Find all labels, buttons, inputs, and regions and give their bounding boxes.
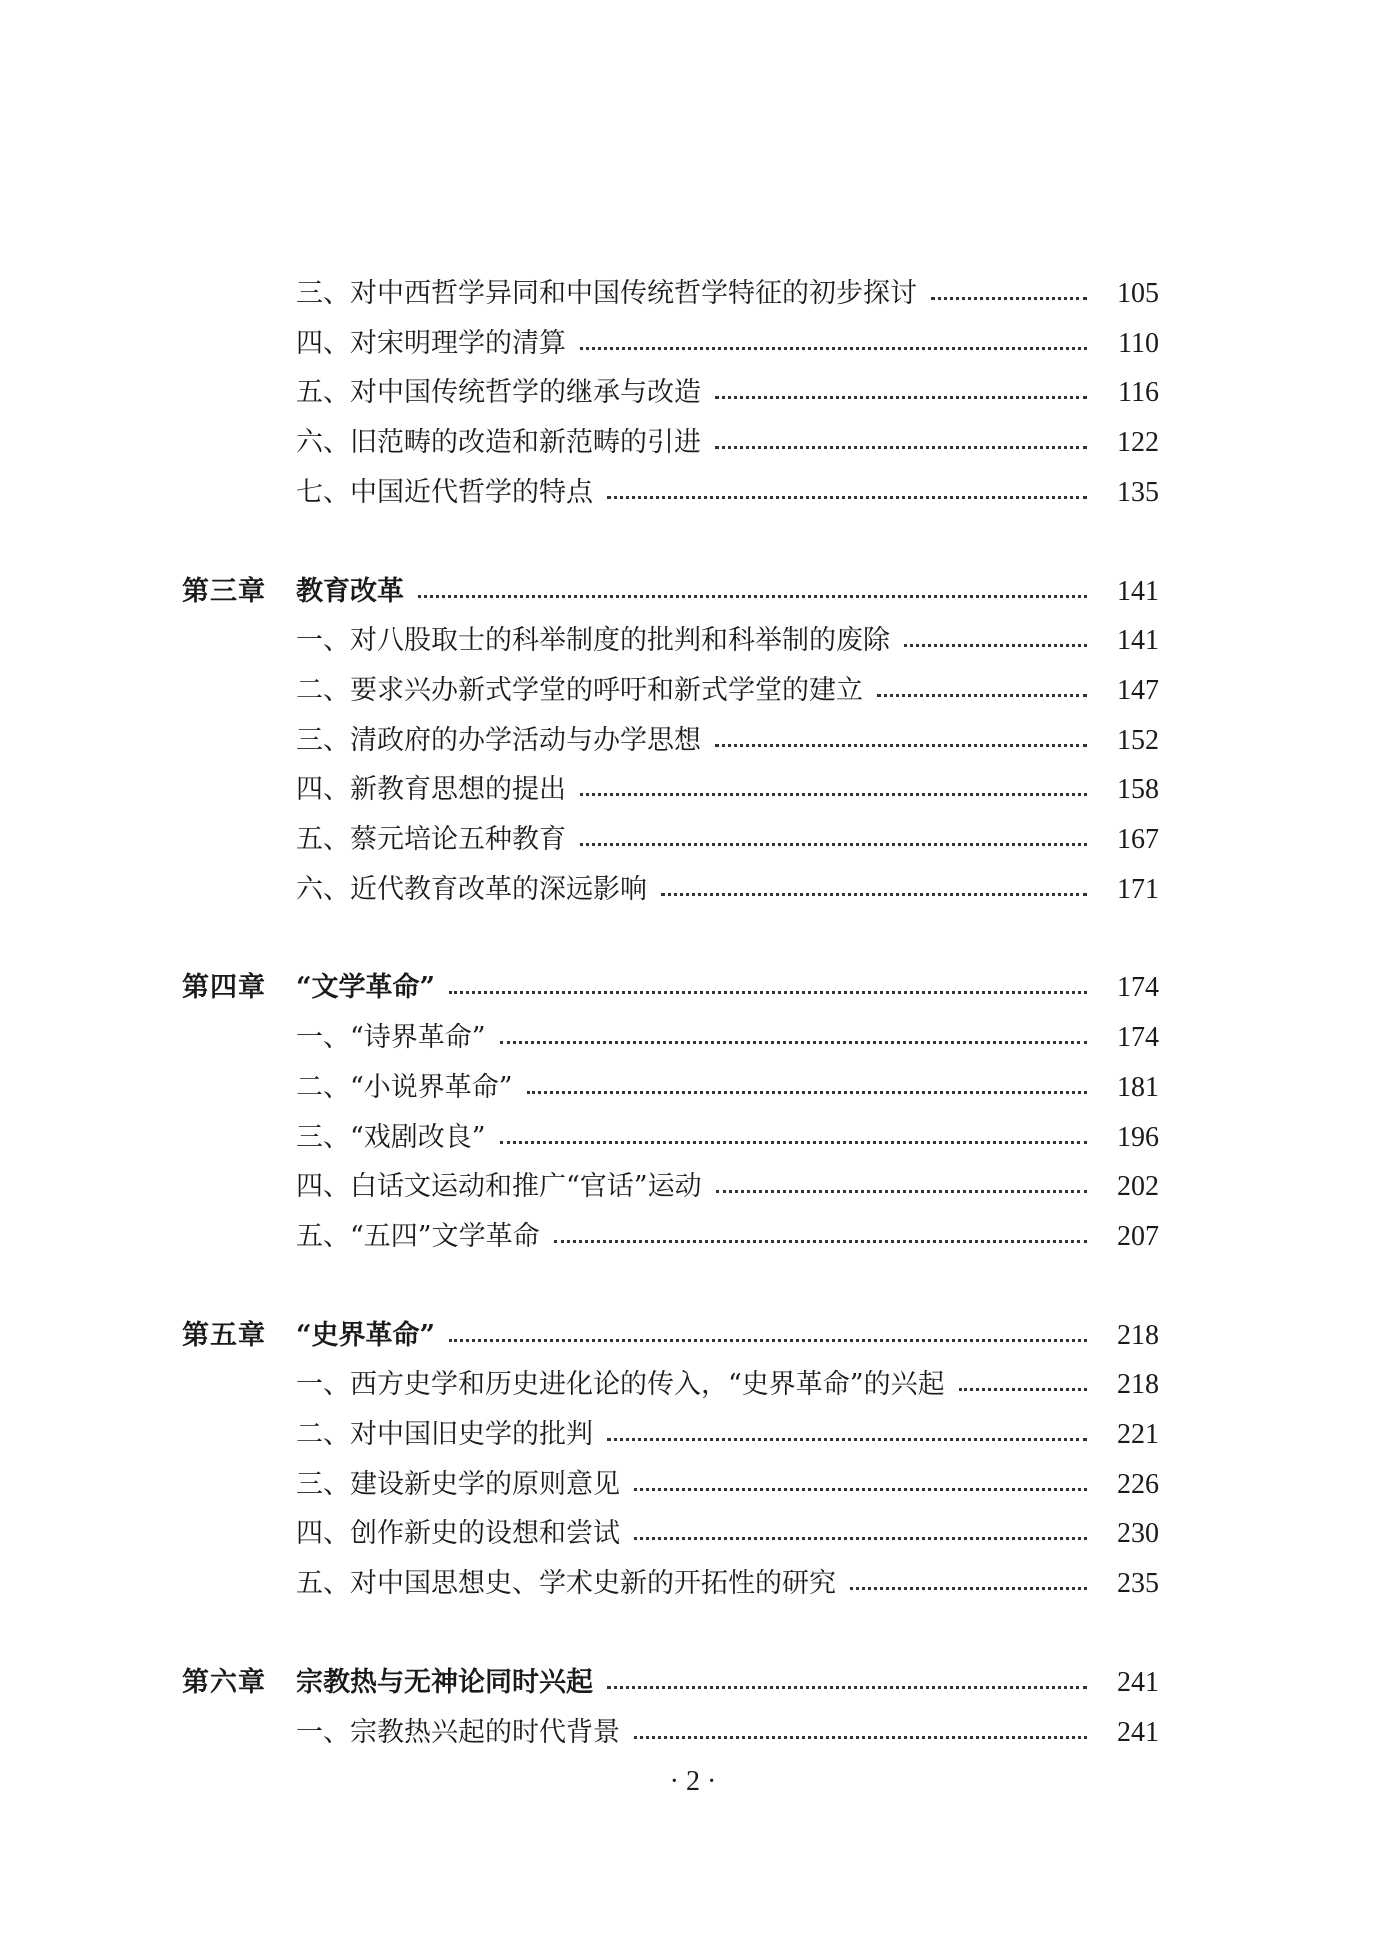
toc-entry [296, 1116, 1159, 1160]
toc-entry [296, 1562, 1159, 1606]
dot-leader [580, 843, 1087, 846]
section-title: 二、“小说界革命” [296, 1072, 513, 1103]
page-number: 202 [1117, 1171, 1159, 1202]
section-title: 六、近代教育改革的深远影响 [296, 874, 647, 905]
toc-section-row[interactable] [0, 868, 1386, 912]
toc-chapter-row[interactable] [0, 1661, 1386, 1705]
section-title: 五、“五四”文学革命 [296, 1221, 540, 1252]
section-title: 一、宗教热兴起的时代背景 [296, 1717, 620, 1748]
page-number: 152 [1117, 725, 1159, 756]
section-title: 三、“戏剧改良” [296, 1122, 486, 1153]
page-number: 221 [1117, 1419, 1159, 1450]
section-title: 二、对中国旧史学的批判 [296, 1419, 593, 1450]
chapter-number: 第三章 [182, 576, 266, 607]
toc-section-row[interactable] [0, 619, 1386, 663]
dot-leader [634, 1537, 1087, 1540]
chapter-number: 第四章 [182, 972, 266, 1003]
toc-section-row[interactable] [0, 669, 1386, 713]
toc-entry [296, 669, 1159, 713]
page-number: 105 [1117, 278, 1159, 309]
dot-leader [607, 1686, 1087, 1689]
dot-leader [715, 744, 1087, 747]
chapter-title: “史界革命” [296, 1320, 436, 1351]
chapter-number: 第六章 [182, 1667, 266, 1698]
page-number: 171 [1117, 874, 1159, 905]
toc-entry [296, 619, 1159, 663]
section-title: 五、对中国思想史、学术史新的开拓性的研究 [296, 1568, 836, 1599]
dot-leader [715, 396, 1087, 399]
dot-leader [904, 644, 1087, 647]
toc-section-row[interactable] [0, 371, 1386, 415]
page-number: 218 [1117, 1320, 1159, 1351]
section-title: 一、对八股取士的科举制度的批判和科举制的废除 [296, 625, 890, 656]
dot-leader [449, 1339, 1087, 1342]
toc-entry [296, 1512, 1159, 1556]
section-title: 一、西方史学和历史进化论的传入，“史界革命”的兴起 [296, 1369, 945, 1400]
page-number: 226 [1117, 1469, 1159, 1500]
toc-entry [296, 1165, 1159, 1209]
page-number: 218 [1117, 1369, 1159, 1400]
toc-entry [296, 1215, 1159, 1259]
dot-leader [554, 1240, 1087, 1243]
page-number: 181 [1117, 1072, 1159, 1103]
dot-leader [580, 793, 1087, 796]
page-number: 196 [1117, 1122, 1159, 1153]
page-number: 174 [1117, 972, 1159, 1003]
toc-section-row[interactable] [0, 768, 1386, 812]
toc-section-row[interactable] [0, 1066, 1386, 1110]
page-number: 207 [1117, 1221, 1159, 1252]
toc-entry [296, 868, 1159, 912]
section-title: 五、蔡元培论五种教育 [296, 824, 566, 855]
toc-section-row[interactable] [0, 1562, 1386, 1606]
toc-chapter-row[interactable] [0, 966, 1386, 1010]
toc-entry [296, 322, 1159, 366]
toc-section-row[interactable] [0, 1512, 1386, 1556]
toc-entry [296, 421, 1159, 465]
dot-leader [449, 991, 1087, 994]
toc-chapter-row[interactable] [0, 570, 1386, 614]
section-title: 四、新教育思想的提出 [296, 774, 566, 805]
toc-section-row[interactable] [0, 1363, 1386, 1407]
toc-entry [296, 768, 1159, 812]
chapter-title: 宗教热与无神论同时兴起 [296, 1667, 593, 1698]
dot-leader [607, 1438, 1087, 1441]
section-title: 六、旧范畴的改造和新范畴的引进 [296, 427, 701, 458]
section-title: 三、清政府的办学活动与办学思想 [296, 725, 701, 756]
section-title: 四、白话文运动和推广“官话”运动 [296, 1171, 702, 1202]
toc-section-row[interactable] [0, 421, 1386, 465]
toc-section-row[interactable] [0, 1116, 1386, 1160]
page-number: 230 [1117, 1518, 1159, 1549]
page-number: 241 [1117, 1667, 1159, 1698]
page-number: 167 [1117, 824, 1159, 855]
toc-section-row[interactable] [0, 322, 1386, 366]
dot-leader [634, 1488, 1087, 1491]
section-title: 七、中国近代哲学的特点 [296, 477, 593, 508]
section-title: 四、创作新史的设想和尝试 [296, 1518, 620, 1549]
toc-section-row[interactable] [0, 1711, 1386, 1755]
chapter-title: 教育改革 [296, 576, 404, 607]
dot-leader [716, 1190, 1087, 1193]
dot-leader [418, 595, 1087, 598]
page-number: 174 [1117, 1022, 1159, 1053]
toc-entry [296, 272, 1159, 316]
page-number: 235 [1117, 1568, 1159, 1599]
toc-entry [296, 1363, 1159, 1407]
page-number: 116 [1118, 377, 1159, 408]
dot-leader [931, 297, 1087, 300]
toc-entry [296, 570, 1159, 614]
section-title: 一、“诗界革命” [296, 1022, 486, 1053]
toc-entry [296, 719, 1159, 763]
toc-section-row[interactable] [0, 1215, 1386, 1259]
toc-entry [296, 371, 1159, 415]
dot-leader [500, 1041, 1087, 1044]
toc-section-row[interactable] [0, 272, 1386, 316]
dot-leader [850, 1587, 1087, 1590]
page-number: 241 [1117, 1717, 1159, 1748]
section-title: 四、对宋明理学的清算 [296, 328, 566, 359]
toc-entry [296, 966, 1159, 1010]
section-title: 二、要求兴办新式学堂的呼吁和新式学堂的建立 [296, 675, 863, 706]
dot-leader [500, 1141, 1087, 1144]
page-number: 141 [1117, 576, 1159, 607]
toc-entry [296, 1463, 1159, 1507]
toc-entry [296, 818, 1159, 862]
dot-leader [959, 1388, 1087, 1391]
toc-entry [296, 1314, 1159, 1358]
toc-section-row[interactable] [0, 719, 1386, 763]
dot-leader [634, 1736, 1087, 1739]
dot-leader [715, 446, 1087, 449]
toc-entry [296, 1016, 1159, 1060]
chapter-number: 第五章 [182, 1320, 266, 1351]
toc-section-row[interactable] [0, 1413, 1386, 1457]
page-number: 135 [1117, 477, 1159, 508]
toc-section-row[interactable] [0, 1016, 1386, 1060]
toc-section-row[interactable] [0, 1463, 1386, 1507]
page-number: 158 [1117, 774, 1159, 805]
toc-entry [296, 1413, 1159, 1457]
section-title: 三、对中西哲学异同和中国传统哲学特征的初步探讨 [296, 278, 917, 309]
page-number: 147 [1117, 675, 1159, 706]
toc-entry [296, 1066, 1159, 1110]
toc-section-row[interactable] [0, 1165, 1386, 1209]
dot-leader [580, 347, 1087, 350]
toc-chapter-row[interactable] [0, 1314, 1386, 1358]
page-number: 122 [1117, 427, 1159, 458]
toc-section-row[interactable] [0, 471, 1386, 515]
page-number: 141 [1117, 625, 1159, 656]
page-folio: · 2 · [669, 1766, 717, 1797]
section-title: 三、建设新史学的原则意见 [296, 1469, 620, 1500]
toc-section-row[interactable] [0, 818, 1386, 862]
page-number: 110 [1118, 328, 1159, 359]
toc-entry [296, 471, 1159, 515]
section-title: 五、对中国传统哲学的继承与改造 [296, 377, 701, 408]
dot-leader [877, 694, 1087, 697]
dot-leader [527, 1091, 1087, 1094]
chapter-title: “文学革命” [296, 972, 436, 1003]
dot-leader [661, 893, 1087, 896]
toc-entry [296, 1711, 1159, 1755]
dot-leader [607, 496, 1087, 499]
toc-entry [296, 1661, 1159, 1705]
